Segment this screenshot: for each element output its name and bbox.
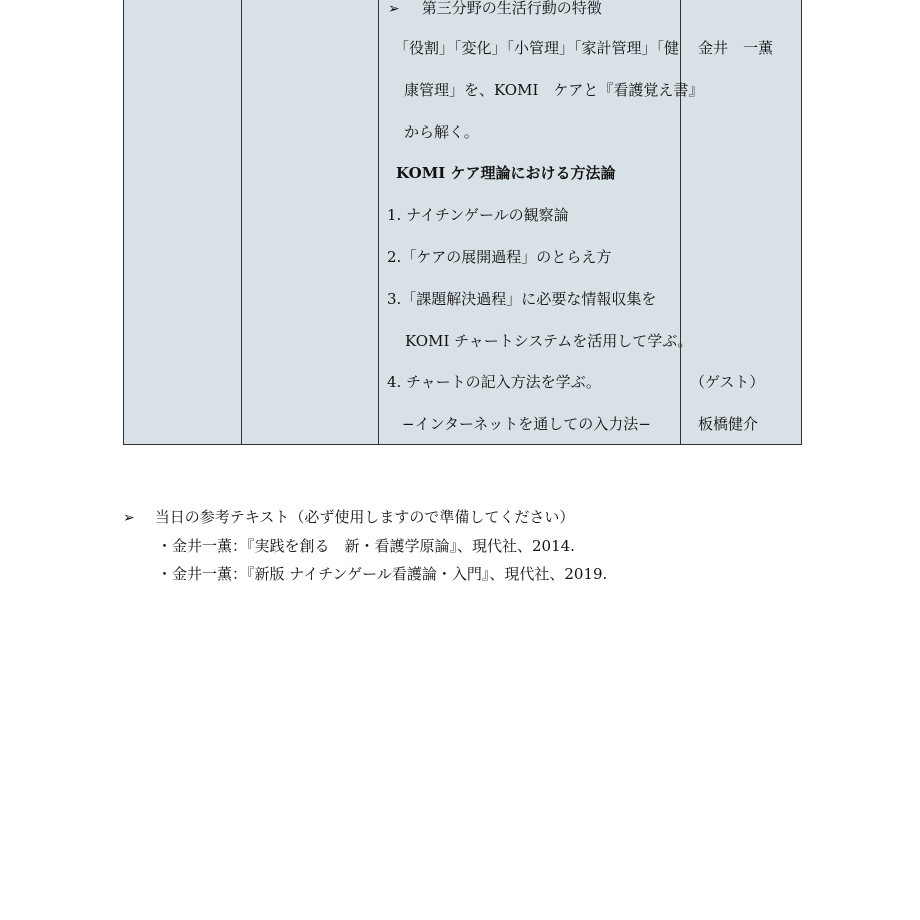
- content-line: −インターネットを通しての入力法−: [402, 415, 651, 433]
- column-divider: [680, 0, 681, 445]
- guest-name: 板橋健介: [698, 415, 759, 433]
- content-line: 4. チャートの記入方法を学ぶ。: [387, 373, 601, 391]
- content-line: 1. ナイチンゲールの観察論: [387, 206, 569, 224]
- content-line: から解く。: [404, 123, 479, 141]
- reference-heading: ➢ 当日の参考テキスト（必ず使用しますので準備してください）: [123, 503, 823, 532]
- lecturer-name: 金井 一薫: [698, 39, 774, 57]
- content-line: KOMI チャートシステムを活用して学ぶ。: [405, 332, 693, 350]
- content-line: 2.「ケアの展開過程」のとらえ方: [387, 248, 612, 266]
- column-divider: [241, 0, 242, 445]
- guest-label: （ゲスト）: [690, 373, 765, 391]
- column-divider: [378, 0, 379, 445]
- section-heading: KOMI ケア理論における方法論: [396, 164, 616, 182]
- arrow-bullet-icon: ➢: [388, 1, 400, 17]
- reference-item: ・金井一薫：『新版 ナイチンゲール看護論・入門』、現代社、2019.: [157, 565, 608, 583]
- content-line: 3.「課題解決過程」に必要な情報収集を: [387, 290, 657, 308]
- content-line: 「役割」「変化」「小管理」「家計管理」「健: [394, 39, 680, 57]
- schedule-table: [123, 0, 802, 445]
- content-line: ➢ 第三分野の生活行動の特徴: [388, 0, 602, 17]
- reference-item: ・金井一薫：『実践を創る 新・看護学原論』、現代社、2014.: [157, 537, 575, 555]
- reference-notes: [123, 503, 823, 588]
- arrow-bullet-icon: ➢: [123, 510, 135, 526]
- content-line: 康管理」を、KOMI ケアと『看護覚え書』: [404, 81, 704, 99]
